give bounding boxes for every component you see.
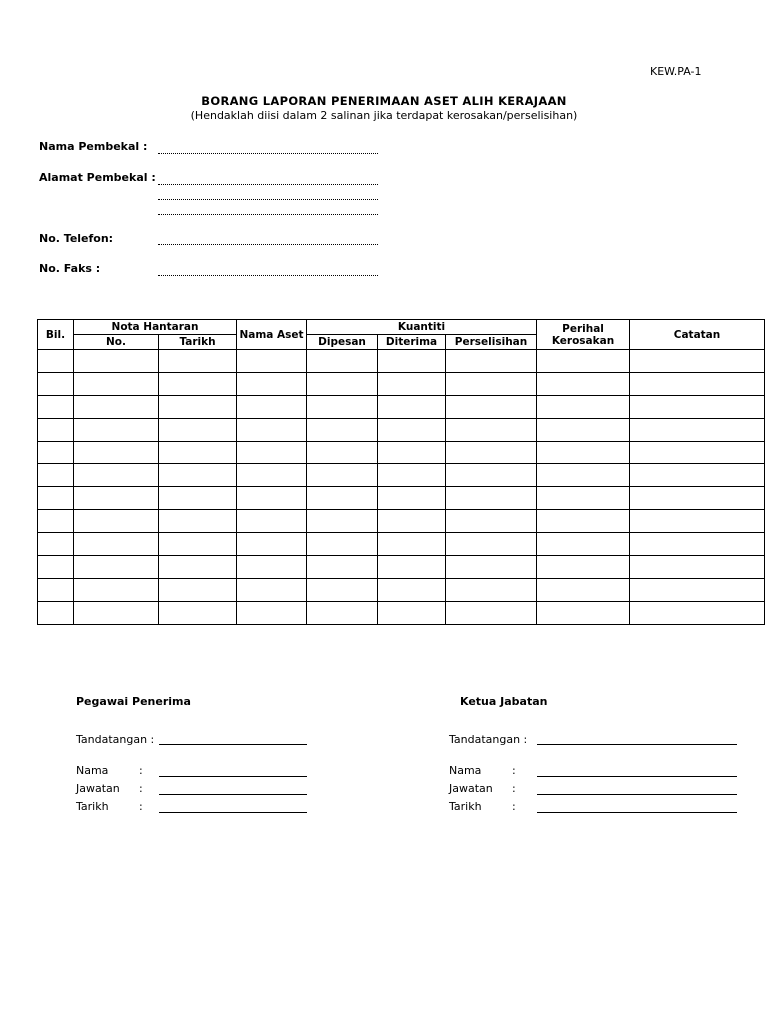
table-row	[38, 350, 765, 373]
left-jawatan-colon: :	[139, 782, 143, 795]
right-tarikh-label: Tarikh	[449, 800, 482, 813]
no-faks-label: No. Faks :	[39, 262, 101, 275]
table-cell[interactable]	[159, 372, 237, 395]
table-cell[interactable]	[307, 578, 378, 601]
table-cell[interactable]	[74, 372, 159, 395]
table-cell[interactable]	[630, 464, 765, 487]
col-bil: Bil.	[38, 320, 74, 350]
table-cell[interactable]	[537, 533, 630, 556]
table-cell[interactable]	[307, 510, 378, 533]
table-cell[interactable]	[378, 578, 446, 601]
table-cell[interactable]	[446, 556, 537, 579]
col-no: No.	[74, 335, 159, 350]
table-row	[38, 441, 765, 464]
table-cell[interactable]	[630, 350, 765, 373]
table-cell[interactable]	[446, 350, 537, 373]
nama-pembekal-field[interactable]	[158, 153, 378, 154]
table-cell[interactable]	[237, 372, 307, 395]
table-cell[interactable]	[446, 418, 537, 441]
table-cell[interactable]	[38, 395, 74, 418]
col-catatan: Catatan	[630, 320, 765, 350]
table-cell[interactable]	[38, 601, 74, 624]
perihal-label: Perihal	[562, 322, 604, 335]
no-faks-field[interactable]	[158, 275, 378, 276]
table-cell[interactable]	[237, 510, 307, 533]
col-kuantiti: Kuantiti	[307, 320, 537, 335]
table-cell[interactable]	[38, 556, 74, 579]
form-code: KEW.PA-1	[650, 65, 702, 78]
table-cell[interactable]	[446, 441, 537, 464]
table-cell[interactable]	[630, 395, 765, 418]
table-cell[interactable]	[74, 441, 159, 464]
right-jawatan-colon: :	[512, 782, 516, 795]
left-tarikh-line[interactable]	[159, 812, 307, 813]
table-cell[interactable]	[307, 533, 378, 556]
table-cell[interactable]	[74, 556, 159, 579]
table-cell[interactable]	[446, 578, 537, 601]
table-cell[interactable]	[74, 601, 159, 624]
table-cell[interactable]	[237, 533, 307, 556]
table-cell[interactable]	[537, 418, 630, 441]
table-cell[interactable]	[237, 395, 307, 418]
table-cell[interactable]	[307, 441, 378, 464]
table-cell[interactable]	[446, 395, 537, 418]
table-cell[interactable]	[38, 350, 74, 373]
table-cell[interactable]	[74, 487, 159, 510]
table-cell[interactable]	[537, 464, 630, 487]
ketua-jabatan-heading: Ketua Jabatan	[460, 695, 548, 708]
right-tandatangan-line[interactable]	[537, 744, 737, 745]
table-cell[interactable]	[378, 556, 446, 579]
col-tarikh: Tarikh	[159, 335, 237, 350]
table-row	[38, 601, 765, 624]
left-jawatan-label: Jawatan	[76, 782, 120, 795]
table-row	[38, 487, 765, 510]
table-cell[interactable]	[537, 578, 630, 601]
right-nama-line[interactable]	[537, 776, 737, 777]
form-title: BORANG LAPORAN PENERIMAAN ASET ALIH KERAJAAN	[201, 94, 567, 108]
table-cell[interactable]	[237, 578, 307, 601]
nama-pembekal-label: Nama Pembekal :	[39, 140, 148, 153]
table-cell[interactable]	[237, 464, 307, 487]
table-cell[interactable]	[159, 441, 237, 464]
table-cell[interactable]	[537, 395, 630, 418]
table-cell[interactable]	[307, 395, 378, 418]
table-cell[interactable]	[537, 441, 630, 464]
table-cell[interactable]	[537, 510, 630, 533]
table-cell[interactable]	[446, 487, 537, 510]
no-telefon-label: No. Telefon:	[39, 232, 114, 245]
table-cell[interactable]	[446, 372, 537, 395]
alamat-pembekal-field-1[interactable]	[158, 184, 378, 185]
table-cell[interactable]	[38, 578, 74, 601]
table-row	[38, 510, 765, 533]
table-cell[interactable]	[630, 578, 765, 601]
table-row	[38, 464, 765, 487]
table-cell[interactable]	[630, 533, 765, 556]
table-cell[interactable]	[38, 487, 74, 510]
table-cell[interactable]	[446, 533, 537, 556]
right-tandatangan-label: Tandatangan :	[449, 733, 528, 746]
left-jawatan-line[interactable]	[159, 794, 307, 795]
table-cell[interactable]	[378, 464, 446, 487]
table-cell[interactable]	[38, 372, 74, 395]
form-subtitle: (Hendaklah diisi dalam 2 salinan jika terdapat kerosakan/perselisihan)	[190, 109, 578, 122]
table-cell[interactable]	[159, 601, 237, 624]
left-tandatangan-label: Tandatangan :	[76, 733, 155, 746]
col-perselisihan: Perselisihan	[446, 335, 537, 350]
left-nama-colon: :	[139, 764, 143, 777]
table-cell[interactable]	[446, 510, 537, 533]
table-cell[interactable]	[630, 418, 765, 441]
table-cell[interactable]	[307, 464, 378, 487]
table-cell[interactable]	[159, 487, 237, 510]
right-tarikh-colon: :	[512, 800, 516, 813]
table-cell[interactable]	[38, 464, 74, 487]
table-cell[interactable]	[74, 533, 159, 556]
kerosakan-label: Kerosakan	[551, 334, 615, 347]
table-cell[interactable]	[537, 601, 630, 624]
table-cell[interactable]	[237, 418, 307, 441]
table-cell[interactable]	[378, 601, 446, 624]
table-row	[38, 556, 765, 579]
col-dipesan: Dipesan	[307, 335, 378, 350]
table-cell[interactable]	[159, 418, 237, 441]
table-cell[interactable]	[307, 350, 378, 373]
table-cell[interactable]	[159, 533, 237, 556]
table-cell[interactable]	[446, 601, 537, 624]
table-cell[interactable]	[378, 418, 446, 441]
table-cell[interactable]	[630, 556, 765, 579]
table-cell[interactable]	[237, 441, 307, 464]
table-row	[38, 578, 765, 601]
alamat-pembekal-label: Alamat Pembekal :	[39, 171, 156, 184]
table-row	[38, 395, 765, 418]
table-cell[interactable]	[378, 533, 446, 556]
left-nama-label: Nama	[76, 764, 109, 777]
table-cell[interactable]	[446, 464, 537, 487]
right-jawatan-line[interactable]	[537, 794, 737, 795]
table-cell[interactable]	[307, 487, 378, 510]
table-cell[interactable]	[378, 372, 446, 395]
table-cell[interactable]	[307, 556, 378, 579]
table-cell[interactable]	[630, 510, 765, 533]
table-cell[interactable]	[630, 487, 765, 510]
table-cell[interactable]	[237, 350, 307, 373]
table-cell[interactable]	[74, 464, 159, 487]
left-tarikh-label: Tarikh	[76, 800, 109, 813]
table-cell[interactable]	[630, 441, 765, 464]
table-row	[38, 418, 765, 441]
table-cell[interactable]	[537, 372, 630, 395]
table-cell[interactable]	[378, 395, 446, 418]
table-cell[interactable]	[74, 350, 159, 373]
table-cell[interactable]	[378, 487, 446, 510]
table-cell[interactable]	[237, 487, 307, 510]
table-cell[interactable]	[159, 350, 237, 373]
table-cell[interactable]	[38, 510, 74, 533]
col-nama-aset: Nama Aset	[237, 320, 307, 350]
left-nama-line[interactable]	[159, 776, 307, 777]
table-cell[interactable]	[237, 556, 307, 579]
alamat-pembekal-field-2[interactable]	[158, 199, 378, 200]
table-cell[interactable]	[159, 578, 237, 601]
left-tandatangan-line[interactable]	[159, 744, 307, 745]
right-nama-colon: :	[512, 764, 516, 777]
table-cell[interactable]	[537, 556, 630, 579]
table-cell[interactable]	[159, 510, 237, 533]
table-cell[interactable]	[378, 510, 446, 533]
table-cell[interactable]	[159, 556, 237, 579]
table-cell[interactable]	[38, 441, 74, 464]
table-cell[interactable]	[307, 418, 378, 441]
table-cell[interactable]	[74, 395, 159, 418]
table-cell[interactable]	[159, 395, 237, 418]
table-cell[interactable]	[378, 350, 446, 373]
table-cell[interactable]	[307, 601, 378, 624]
table-cell[interactable]	[74, 578, 159, 601]
table-cell[interactable]	[537, 487, 630, 510]
table-cell[interactable]	[38, 418, 74, 441]
col-diterima: Diterima	[378, 335, 446, 350]
table-cell[interactable]	[537, 350, 630, 373]
table-row	[38, 533, 765, 556]
table-cell[interactable]	[630, 372, 765, 395]
right-tarikh-line[interactable]	[537, 812, 737, 813]
table-cell[interactable]	[74, 418, 159, 441]
asset-receipt-table	[37, 319, 765, 625]
left-tarikh-colon: :	[139, 800, 143, 813]
right-jawatan-label: Jawatan	[449, 782, 493, 795]
pegawai-penerima-heading: Pegawai Penerima	[76, 695, 191, 708]
table-cell[interactable]	[159, 464, 237, 487]
alamat-pembekal-field-3[interactable]	[158, 214, 378, 215]
table-cell[interactable]	[74, 510, 159, 533]
col-perihal-kerosakan	[537, 320, 630, 350]
table-cell[interactable]	[237, 601, 307, 624]
col-nota-hantaran: Nota Hantaran	[74, 320, 237, 335]
table-row	[38, 372, 765, 395]
table-cell[interactable]	[38, 533, 74, 556]
no-telefon-field[interactable]	[158, 244, 378, 245]
table-cell[interactable]	[307, 372, 378, 395]
table-cell[interactable]	[378, 441, 446, 464]
right-nama-label: Nama	[449, 764, 482, 777]
table-cell[interactable]	[630, 601, 765, 624]
